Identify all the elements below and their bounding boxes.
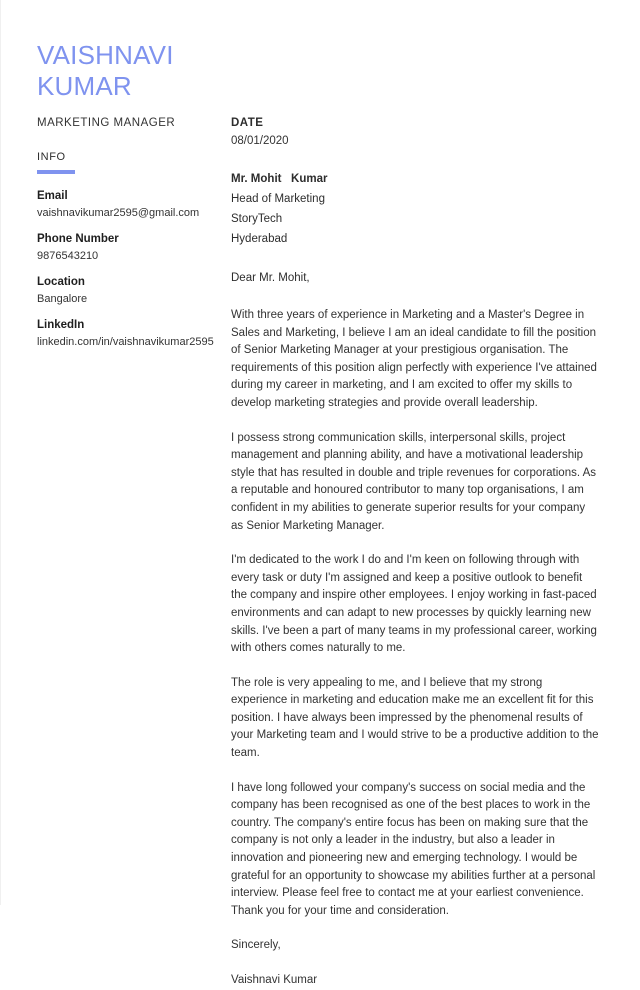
document-header: [1, 0, 640, 129]
letter-content: [231, 129, 600, 990]
applicant-first-name: VAISHNAVI: [37, 40, 174, 70]
recipient-city: Hyderabad: [231, 233, 288, 245]
info-value-location: Bangalore: [37, 293, 88, 305]
salutation: Dear Mr. Mohit,: [231, 272, 310, 284]
applicant-job-title: MARKETING MANAGER: [37, 117, 176, 129]
info-label: Phone Number: [37, 233, 119, 245]
info-value-email: vaishnavikumar2595@gmail.com: [37, 207, 200, 219]
info-value-phone: 9876543210: [37, 250, 99, 262]
body-paragraph: I possess strong communication skills, interpersonal skills, project management and planning ability, and have a motivational leadership style that has resulted in double and triple revenues for corporations. As a reputable and honoured contributor to many top organisations, I am confident in my abilities to generate superior results for your company as Senior Marketing Manager.: [231, 431, 597, 532]
recipient-block: [231, 169, 600, 249]
accent-underline: [37, 170, 75, 174]
info-item-location: [37, 274, 231, 307]
info-sidebar: [37, 129, 231, 360]
info-item-phone: [37, 231, 231, 264]
letter-body: [231, 307, 600, 990]
date-label: DATE: [231, 117, 264, 129]
body-paragraph: I'm dedicated to the work I do and I'm keen on following through with every task or duty I'm assigned and keep a positive outlook to benefit the company and inspire other employees. I enjoy working in fast-paced environments and can adapt to new processes by quickly learning new skills. I've been a part of many teams in my professional career, working with others comes naturally to me.: [231, 554, 597, 655]
applicant-name: [37, 40, 600, 102]
signature-name: Vaishnavi Kumar: [231, 974, 318, 986]
letter-date: 08/01/2020: [231, 135, 289, 147]
info-value-linkedin: linkedin.com/in/vaishnavikumar2595: [37, 336, 214, 348]
body-paragraph: I have long followed your company's success on social media and the company has been recognised as one of the best places to work in the country. The company's entire focus has been on making sure that the company is not only a leader in the industry, but also a leader in innovation and pioneering new and emerging technology. I would be grateful for an opportunity to showcase my abilities further at a personal interview. Please feel free to contact me at your earliest convenience. Thank you for your time and consideration.: [231, 781, 596, 917]
info-label: Location: [37, 276, 85, 288]
info-label: LinkedIn: [37, 319, 85, 331]
subtitle-row: [37, 117, 600, 129]
recipient-name: Mr. Mohit Kumar: [231, 173, 328, 185]
info-item-email: [37, 188, 231, 221]
info-label: Email: [37, 190, 68, 202]
info-item-linkedin: [37, 317, 231, 350]
recipient-company: StoryTech: [231, 213, 283, 225]
body-paragraph: With three years of experience in Marketing and a Master's Degree in Sales and Marketing, I believe I am an ideal candidate to fill the position of Senior Marketing Manager at your prestigious organisation. The requirements of this position align perfectly with experience I've attained during my career in marketing, and I am excited to offer my skills to develop marketing strategies and provide overall leadership.: [231, 309, 597, 409]
applicant-last-name: KUMAR: [37, 71, 132, 101]
info-section-heading: INFO: [37, 151, 66, 163]
closing-line: Sincerely,: [231, 939, 281, 952]
recipient-title: Head of Marketing: [231, 193, 325, 205]
body-paragraph: The role is very appealing to me, and I believe that my strong experience in marketing and education make me an excellent fit for this position. I have always been impressed by the phenomenal results of your Marketing team and I would strive to be a productive addition to the team.: [231, 676, 599, 760]
document-columns: [1, 129, 640, 990]
